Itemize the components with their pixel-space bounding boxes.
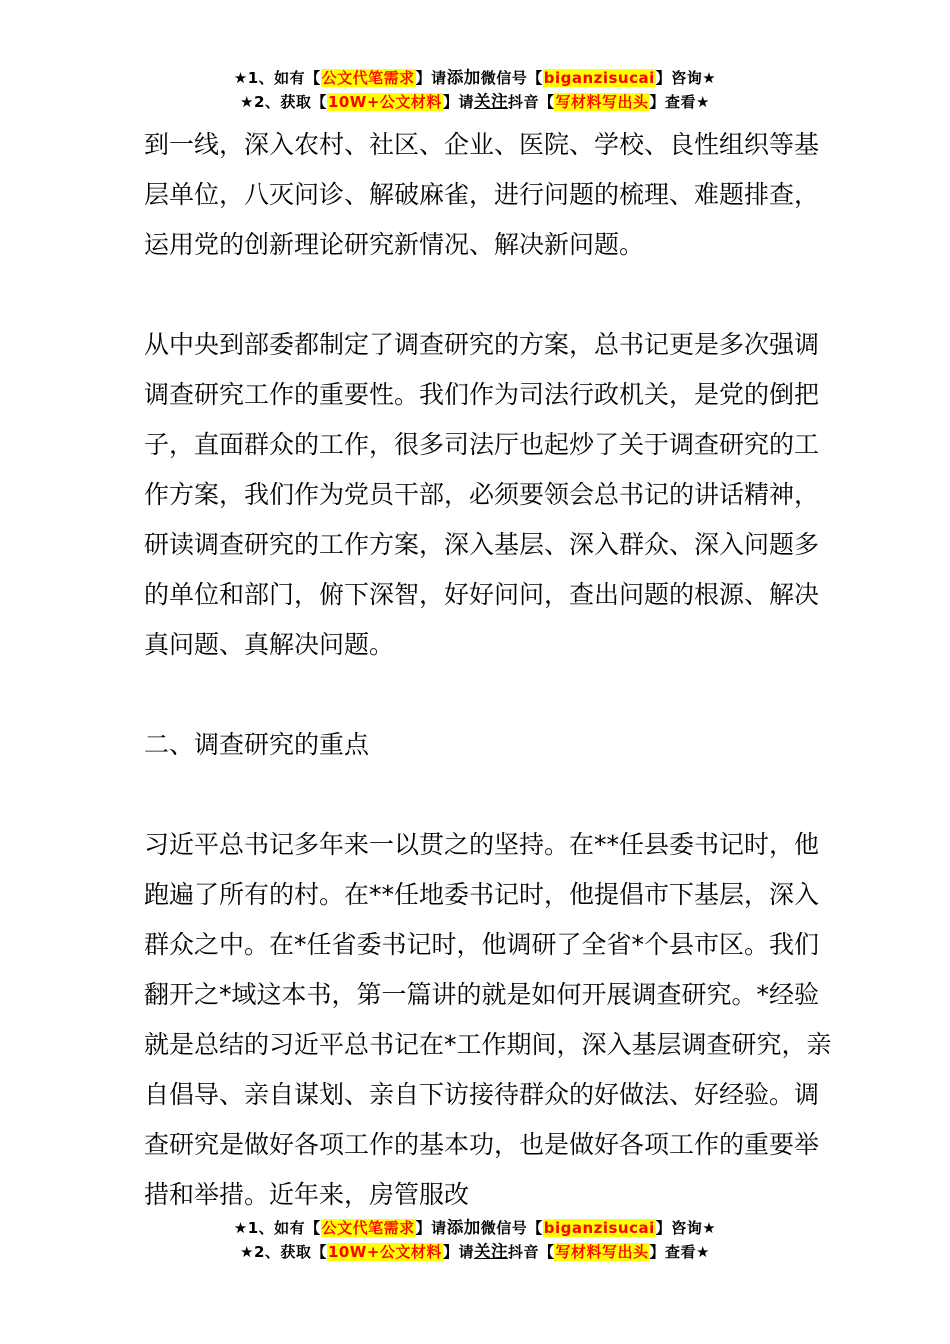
paragraph-1: 到一线，深入农村、社区、企业、医院、学校、良性组织等基层单位，八灭问诊、解破麻雀，进行问题的梳理、难题排查，运用党的创新理论研究新情况、解决新问题。 bbox=[144, 130, 820, 259]
banner-highlight-materials: 10W+公文材料 bbox=[327, 93, 442, 111]
banner-highlight-douyin: 写材料写出头 bbox=[555, 93, 649, 111]
footer-banner bbox=[0, 1216, 950, 1264]
banner-line-1: ★1、如有【公文代笔需求】请添加微信号【biganzisucai】咨询★ bbox=[233, 68, 717, 87]
document-body bbox=[144, 120, 834, 1270]
header-banner bbox=[0, 66, 950, 114]
paragraph-3: 习近平总书记多年来一以贯之的坚持。在**任县委书记时，他跑遍了所有的村。在**任地委书记时，他提倡市下基层，深入群众之中。在*任省委书记时，他调研了全省*个县市区。我们翻开之*域这本书，第一篇讲的就是如何开展调查研究。*经验就是总结的习近平总书记在*工作期间，深入基层调查研究，亲自倡导、亲自谋划、亲自下访接待群众的好做法、好经验。调查研究是做好各项工作的基本功，也是做好各项工作的重要举措和举措。近年来，房管服改 bbox=[144, 830, 832, 1209]
section-heading: 二、调查研究的重点 bbox=[144, 730, 370, 759]
banner-highlight-service: 公文代笔需求 bbox=[321, 69, 415, 87]
footer-line-2: ★2、获取【10W+公文材料】请关注抖音【写材料写出头】查看★ bbox=[240, 1242, 710, 1261]
footer-line-1: ★1、如有【公文代笔需求】请添加微信号【biganzisucai】咨询★ bbox=[233, 1218, 717, 1237]
banner-highlight-wechat: biganzisucai bbox=[543, 69, 655, 87]
banner-line-2: ★2、获取【10W+公文材料】请关注抖音【写材料写出头】查看★ bbox=[240, 92, 710, 111]
paragraph-2: 从中央到部委都制定了调查研究的方案，总书记更是多次强调调查研究工作的重要性。我们作为司法行政机关，是党的倒把子，直面群众的工作，很多司法厅也起炒了关于调查研究的工作方案，我们作为党员干部，必须要领会总书记的讲话精神，研读调查研究的工作方案，深入基层、深入群众、深入问题多的单位和部门，俯下深智，好好问问，查出问题的根源、解决真问题、真解决问题。 bbox=[144, 330, 820, 659]
